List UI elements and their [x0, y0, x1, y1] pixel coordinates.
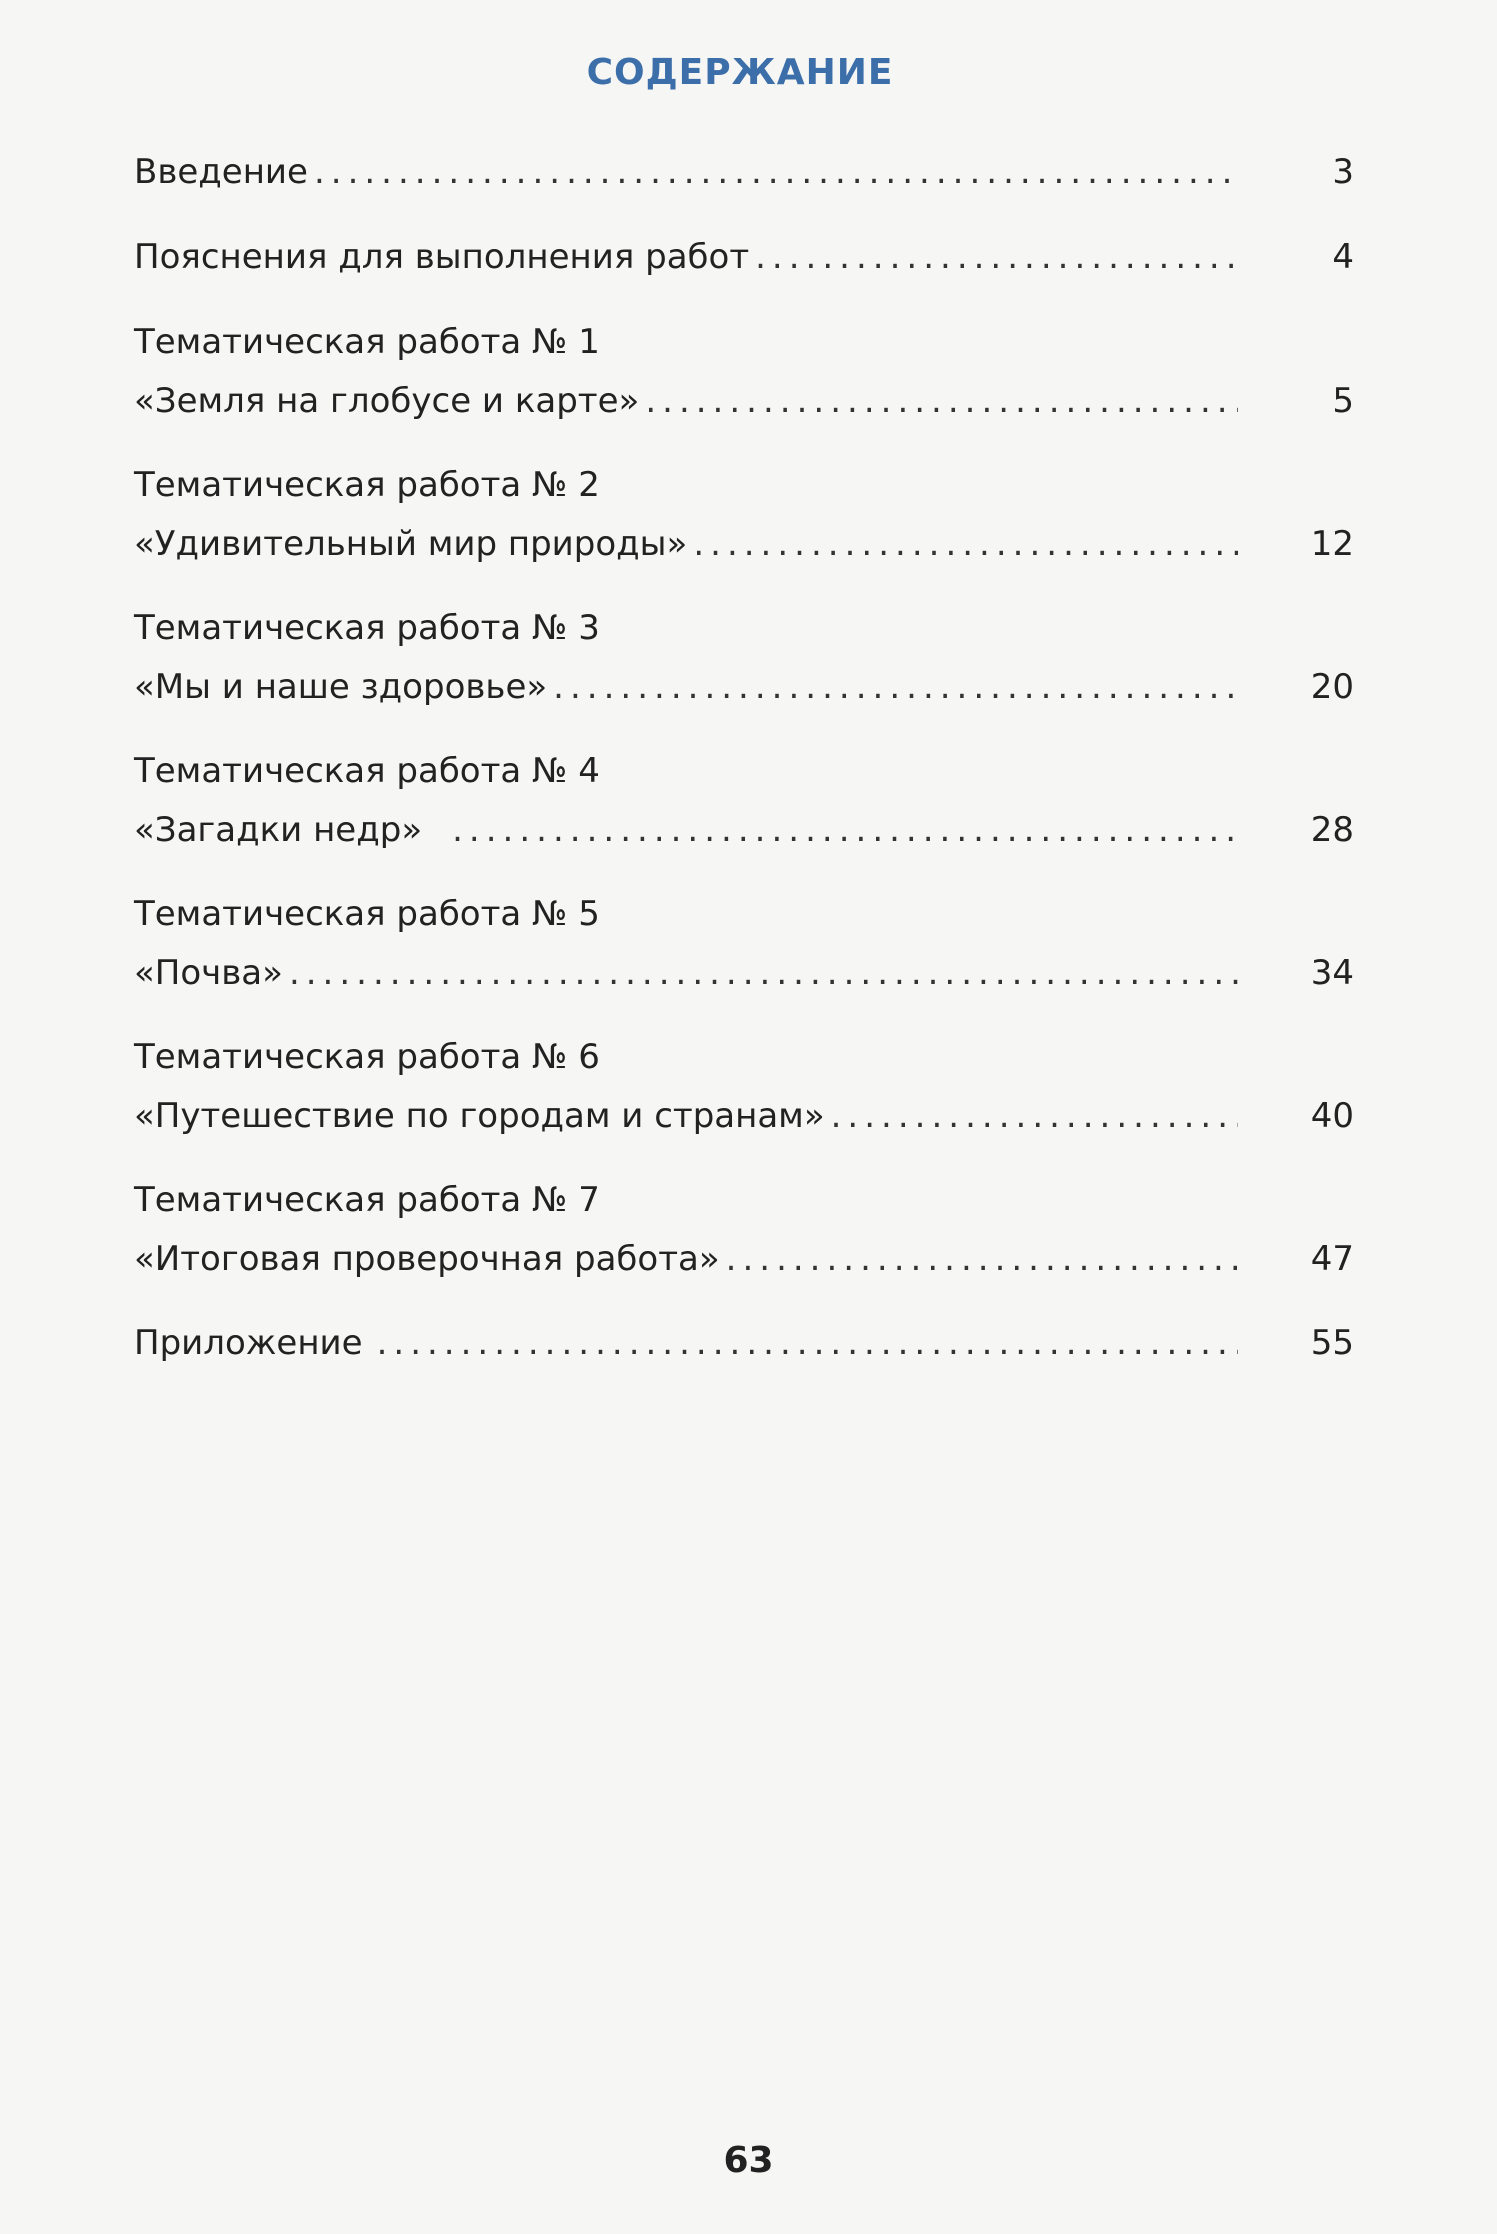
- page-title: СОДЕРЖАНИЕ: [586, 52, 894, 93]
- toc-entry-page: 20: [1310, 667, 1354, 707]
- dot-leader: [314, 150, 1238, 194]
- toc-entry-appendix[interactable]: [134, 1321, 1354, 1365]
- toc-entry-heading: Тематическая работа № 5: [134, 894, 600, 934]
- toc-entry-work-1[interactable]: [134, 320, 1354, 423]
- toc-entry-work-7[interactable]: [134, 1178, 1354, 1281]
- toc-entry-heading: Тематическая работа № 6: [134, 1037, 600, 1077]
- toc-entry-label: Пояснения для выполнения работ: [134, 237, 750, 277]
- toc-entry-work-5[interactable]: [134, 892, 1354, 995]
- dot-leader: [726, 1237, 1238, 1281]
- toc-entry-page: 12: [1310, 524, 1354, 564]
- toc-entry-label: «Итоговая проверочная работа»: [134, 1239, 720, 1279]
- toc-entry-heading: Тематическая работа № 7: [134, 1180, 600, 1220]
- toc-entry-work-3[interactable]: [134, 606, 1354, 709]
- dot-leader: [289, 951, 1238, 995]
- toc-entry-label: «Удивительный мир природы»: [134, 524, 688, 564]
- toc-entry-heading: Тематическая работа № 2: [134, 465, 600, 505]
- dot-leader: [553, 665, 1238, 709]
- toc-entry-work-4[interactable]: [134, 749, 1354, 852]
- toc-entry-label: «Путешествие по городам и странам»: [134, 1096, 825, 1136]
- dot-leader: [693, 522, 1238, 566]
- toc-entry-heading: Тематическая работа № 4: [134, 751, 600, 791]
- toc-entry-explanations[interactable]: [134, 235, 1354, 279]
- toc-entry-work-6[interactable]: [134, 1035, 1354, 1138]
- toc-entry-page: 4: [1332, 237, 1354, 277]
- toc-entry-page: 3: [1332, 152, 1354, 192]
- toc-entry-page: 5: [1332, 381, 1354, 421]
- toc-entry-label: «Мы и наше здоровье»: [134, 667, 548, 707]
- toc-entry-heading: Тематическая работа № 1: [134, 322, 600, 362]
- toc-entry-page: 40: [1310, 1096, 1354, 1136]
- toc-entry-page: 34: [1310, 953, 1354, 993]
- dot-leader: [452, 808, 1238, 852]
- dot-leader: [755, 235, 1238, 279]
- toc-entry-label: Приложение: [134, 1323, 363, 1363]
- page-number: 63: [723, 2140, 774, 2181]
- dot-leader: [377, 1321, 1238, 1365]
- toc-entry-label: «Загадки недр»: [134, 810, 423, 850]
- toc-entry-label: Введение: [134, 152, 308, 192]
- toc-entry-label: «Почва»: [134, 953, 283, 993]
- toc-entry-introduction[interactable]: [134, 150, 1354, 194]
- toc-entry-page: 28: [1310, 810, 1354, 850]
- toc-entry-page: 47: [1310, 1239, 1354, 1279]
- toc-entry-label: «Земля на глобусе и карте»: [134, 381, 640, 421]
- dot-leader: [645, 379, 1238, 423]
- toc-entry-work-2[interactable]: [134, 463, 1354, 566]
- toc-entry-page: 55: [1310, 1323, 1354, 1363]
- dot-leader: [831, 1094, 1238, 1138]
- toc-entry-heading: Тематическая работа № 3: [134, 608, 600, 648]
